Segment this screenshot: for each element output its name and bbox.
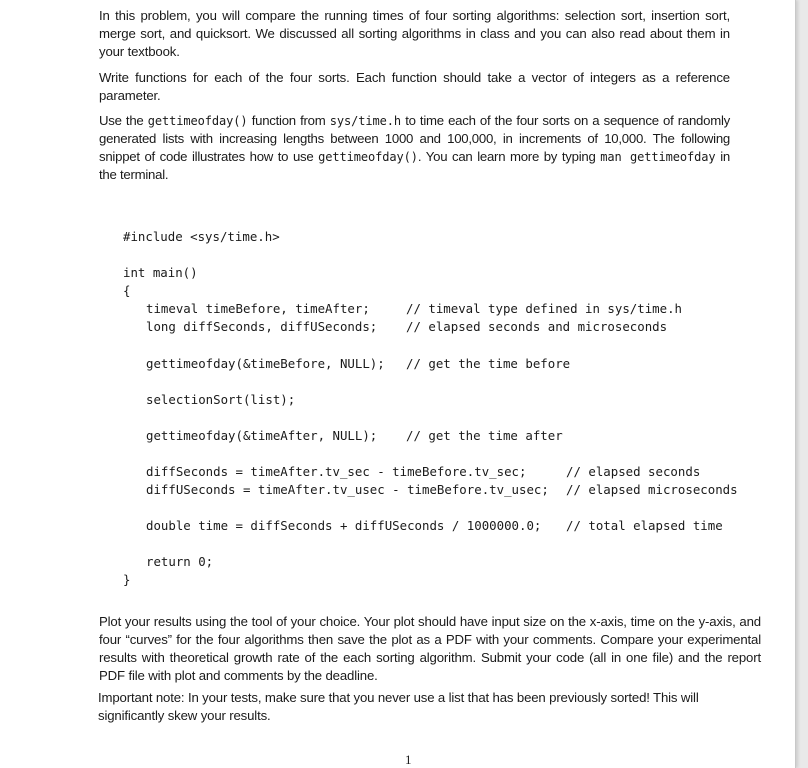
code-comment-before: // get the time before <box>406 356 571 371</box>
timing-text-5: in the terminal. <box>99 149 730 182</box>
code-comment-timeval: // timeval type defined in sys/time.h <box>406 301 683 316</box>
functions-paragraph: Write functions for each of the four sorts. Each function should take a vector of integers as a reference parameter. <box>99 70 730 103</box>
code-comment-after: // get the time after <box>406 428 563 443</box>
timing-paragraph <box>99 112 730 184</box>
code-close-brace: } <box>123 572 131 587</box>
code-comment-seconds: // elapsed seconds <box>566 464 701 479</box>
important-note-paragraph: Important note: In your tests, make sure that you never use a list that has been previously sorted! This will significantly skew your results. <box>98 690 699 723</box>
timing-text-1: Use the <box>99 113 148 128</box>
code-open-brace: { <box>123 283 131 298</box>
inline-code-gettimeofday-2: gettimeofday() <box>318 150 418 164</box>
timing-text-2: function from <box>247 113 330 128</box>
code-include: #include <sys/time.h> <box>123 229 280 244</box>
code-get-before: gettimeofday(&timeBefore, NULL); <box>146 356 385 371</box>
plot-paragraph: Plot your results using the tool of your choice. Your plot should have input size on the x-axis, time on the y-axis, and four “curves” for the four algorithms then save the plot as a PDF with your comments. Compare your experimental results with theoretical growth rate of the each sorting algorithm. Submit your code (all in one file) and the report PDF file with plot and comments by the deadline. <box>99 614 761 683</box>
intro-paragraph: In this problem, you will compare the running times of four sorting algorithms: selection sort, insertion sort, merge sort, and quicksort. We discussed all sorting algorithms in class and you can also read about them in your textbook. <box>99 8 730 59</box>
code-get-after: gettimeofday(&timeAfter, NULL); <box>146 428 378 443</box>
code-decl-timeval: timeval timeBefore, timeAfter; <box>146 301 370 316</box>
code-decl-long: long diffSeconds, diffUSeconds; <box>146 319 378 334</box>
code-comment-long: // elapsed seconds and microseconds <box>406 319 668 334</box>
code-diff-seconds: diffSeconds = timeAfter.tv_sec - timeBefore.tv_sec; <box>146 464 527 479</box>
code-comment-total: // total elapsed time <box>566 518 723 533</box>
timing-text-4: . You can learn more by typing <box>417 149 601 164</box>
timing-text-3: to time each of the four sorts on a sequence of randomly generated lists with increasing lengths between 1000 and 100,000, in increments of 10,000. The following snippet of code illustrates how to use <box>99 113 730 164</box>
code-total-time: double time = diffSeconds + diffUSeconds / 1000000.0; <box>146 518 542 533</box>
inline-code-man: man gettimeofday <box>600 150 716 164</box>
code-comment-useconds: // elapsed microseconds <box>566 482 738 497</box>
code-main-signature: int main() <box>123 265 198 280</box>
inline-code-header: sys/time.h <box>329 114 401 128</box>
page-number: 1 <box>405 752 412 767</box>
inline-code-gettimeofday: gettimeofday() <box>147 114 248 128</box>
code-sort-call: selectionSort(list); <box>146 392 296 407</box>
code-diff-useconds: diffUSeconds = timeAfter.tv_usec - timeBefore.tv_usec; <box>146 482 549 497</box>
code-return: return 0; <box>146 554 214 569</box>
